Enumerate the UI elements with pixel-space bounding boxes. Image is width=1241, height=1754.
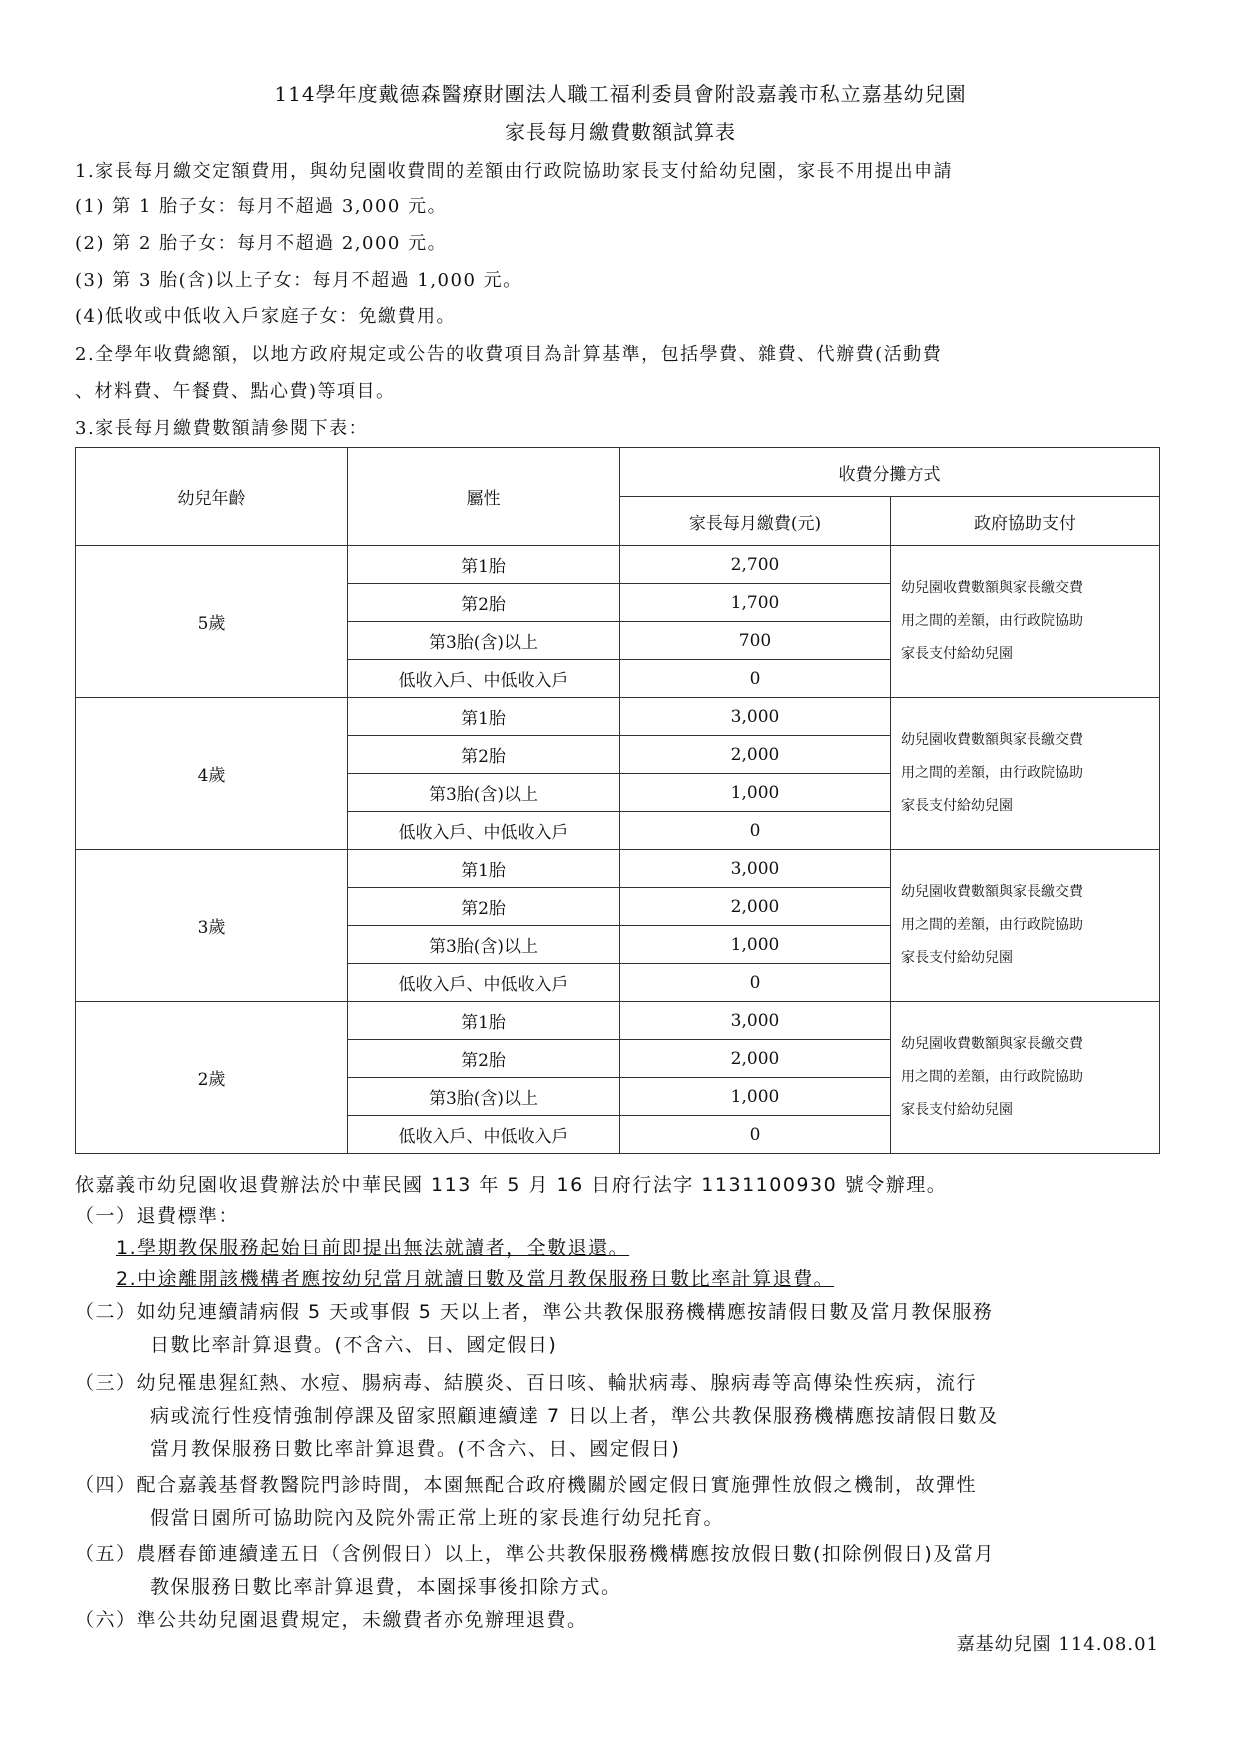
note-line: 用之間的差額，由行政院協助 (901, 917, 1083, 933)
attribute-cell: 第1胎 (348, 698, 620, 736)
header-attribute: 屬性 (348, 448, 620, 546)
attribute-cell: 低收入戶、中低收入戶 (348, 964, 620, 1002)
note-line: 家長支付給幼兒園 (901, 798, 1013, 814)
refund-s1-item: 1.學期教保服務起始日前即提出無法就讀者，全數退還。 (116, 1237, 630, 1259)
table-row (76, 698, 1160, 736)
attribute-cell: 第3胎(含)以上 (348, 1078, 620, 1116)
intro-line: (1) 第 1 胎子女：每月不超過 3,000 元。 (75, 196, 448, 217)
intro-line: 、材料費、午餐費、點心費)等項目。 (75, 381, 396, 402)
attribute-cell: 低收入戶、中低收入戶 (348, 1116, 620, 1154)
note-line: 家長支付給幼兒園 (901, 646, 1013, 662)
fee-cell: 0 (620, 1116, 891, 1154)
attribute-cell: 第2胎 (348, 888, 620, 926)
header-gov-support: 政府協助支付 (891, 497, 1160, 546)
table-row (76, 546, 1160, 584)
fee-cell: 3,000 (620, 850, 891, 888)
age-cell: 4歲 (76, 698, 348, 850)
table-row (76, 1002, 1160, 1040)
note-line: 用之間的差額，由行政院協助 (901, 1069, 1083, 1085)
fee-cell: 1,700 (620, 584, 891, 622)
note-line: 幼兒園收費數額與家長繳交費 (901, 580, 1083, 596)
refund-s3-line: 當月教保服務日數比率計算退費。(不含六、日、國定假日) (150, 1438, 681, 1460)
fee-cell: 3,000 (620, 698, 891, 736)
refund-s5-line: 教保服務日數比率計算退費，本園採事後扣除方式。 (150, 1576, 622, 1598)
attribute-cell: 第1胎 (348, 546, 620, 584)
footer-signature: 嘉基幼兒園 114.08.01 (956, 1634, 1159, 1655)
refund-s6-line: （六）準公共幼兒園退費規定，未繳費者亦免辦理退費。 (75, 1609, 588, 1631)
gov-note-cell (891, 1002, 1160, 1154)
gov-note-cell (891, 698, 1160, 850)
header-fee-sharing: 收費分攤方式 (620, 448, 1160, 497)
refund-s4-line: （四）配合嘉義基督教醫院門診時間，本園無配合政府機關於國定假日實施彈性放假之機制，故彈性 (75, 1474, 978, 1496)
refund-s1-heading: （一）退費標準： (75, 1205, 240, 1227)
fee-cell: 1,000 (620, 926, 891, 964)
age-cell: 2歲 (76, 1002, 348, 1154)
note-line: 用之間的差額，由行政院協助 (901, 613, 1083, 629)
refund-basis: 依嘉義市幼兒園收退費辦法於中華民國 113 年 5 月 16 日府行法字 1131100930 號令辦理。 (75, 1174, 948, 1196)
attribute-cell: 第1胎 (348, 850, 620, 888)
fee-cell: 0 (620, 660, 891, 698)
document-subtitle: 家長每月繳費數額試算表 (505, 120, 736, 144)
fee-cell: 0 (620, 812, 891, 850)
intro-line: 2.全學年收費總額，以地方政府規定或公告的收費項目為計算基準，包括學費、雜費、代辦費(活動費 (75, 344, 943, 365)
table-row (76, 850, 1160, 888)
header-parent-fee: 家長每月繳費(元) (620, 497, 891, 546)
age-cell: 3歲 (76, 850, 348, 1002)
fee-cell: 0 (620, 964, 891, 1002)
fee-cell: 2,000 (620, 1040, 891, 1078)
attribute-cell: 低收入戶、中低收入戶 (348, 660, 620, 698)
note-line: 家長支付給幼兒園 (901, 1102, 1013, 1118)
note-line: 幼兒園收費數額與家長繳交費 (901, 1036, 1083, 1052)
refund-s4-line: 假當日園所可協助院內及院外需正常上班的家長進行幼兒托育。 (150, 1507, 725, 1529)
fee-cell: 1,000 (620, 774, 891, 812)
refund-s2-line: 日數比率計算退費。(不含六、日、國定假日) (150, 1334, 558, 1356)
fee-table (75, 447, 1160, 1154)
attribute-cell: 第3胎(含)以上 (348, 774, 620, 812)
attribute-cell: 低收入戶、中低收入戶 (348, 812, 620, 850)
fee-cell: 1,000 (620, 1078, 891, 1116)
fee-cell: 2,000 (620, 736, 891, 774)
fee-cell: 3,000 (620, 1002, 891, 1040)
note-line: 幼兒園收費數額與家長繳交費 (901, 732, 1083, 748)
intro-line: (4)低收或中低收入戶家庭子女：免繳費用。 (75, 306, 456, 327)
refund-s2-line: （二）如幼兒連續請病假 5 天或事假 5 天以上者，準公共教保服務機構應按請假日數及當月教保服務 (75, 1301, 994, 1323)
note-line: 幼兒園收費數額與家長繳交費 (901, 884, 1083, 900)
intro-line: (2) 第 2 胎子女：每月不超過 2,000 元。 (75, 233, 448, 254)
intro-line: (3) 第 3 胎(含)以上子女：每月不超過 1,000 元。 (75, 270, 523, 291)
refund-s5-line: （五）農曆春節連續達五日（含例假日）以上，準公共教保服務機構應按放假日數(扣除例假日)及當月 (75, 1543, 995, 1565)
attribute-cell: 第2胎 (348, 584, 620, 622)
attribute-cell: 第2胎 (348, 1040, 620, 1078)
age-cell: 5歲 (76, 546, 348, 698)
intro-line: 1.家長每月繳交定額費用，與幼兒園收費間的差額由行政院協助家長支付給幼兒園，家長不用提出申請 (75, 161, 954, 182)
header-age: 幼兒年齡 (76, 448, 348, 546)
note-line: 用之間的差額，由行政院協助 (901, 765, 1083, 781)
attribute-cell: 第3胎(含)以上 (348, 926, 620, 964)
attribute-cell: 第2胎 (348, 736, 620, 774)
attribute-cell: 第1胎 (348, 1002, 620, 1040)
note-line: 家長支付給幼兒園 (901, 950, 1013, 966)
fee-cell: 700 (620, 622, 891, 660)
refund-s1-item: 2.中途離開該機構者應按幼兒當月就讀日數及當月教保服務日數比率計算退費。 (116, 1268, 835, 1290)
fee-cell: 2,700 (620, 546, 891, 584)
fee-cell: 2,000 (620, 888, 891, 926)
refund-s3-line: 病或流行性疫情強制停課及留家照顧連續達 7 日以上者，準公共教保服務機構應按請假日數及 (150, 1405, 999, 1427)
refund-s3-line: （三）幼兒罹患猩紅熱、水痘、腸病毒、結膜炎、百日咳、輪狀病毒、腺病毒等高傳染性疾病，流行 (75, 1372, 978, 1394)
gov-note-cell (891, 546, 1160, 698)
document-title: 114學年度戴德森醫療財團法人職工福利委員會附設嘉義市私立嘉基幼兒園 (274, 82, 967, 106)
attribute-cell: 第3胎(含)以上 (348, 622, 620, 660)
gov-note-cell (891, 850, 1160, 1002)
intro-line: 3.家長每月繳費數額請參閱下表： (75, 418, 369, 439)
